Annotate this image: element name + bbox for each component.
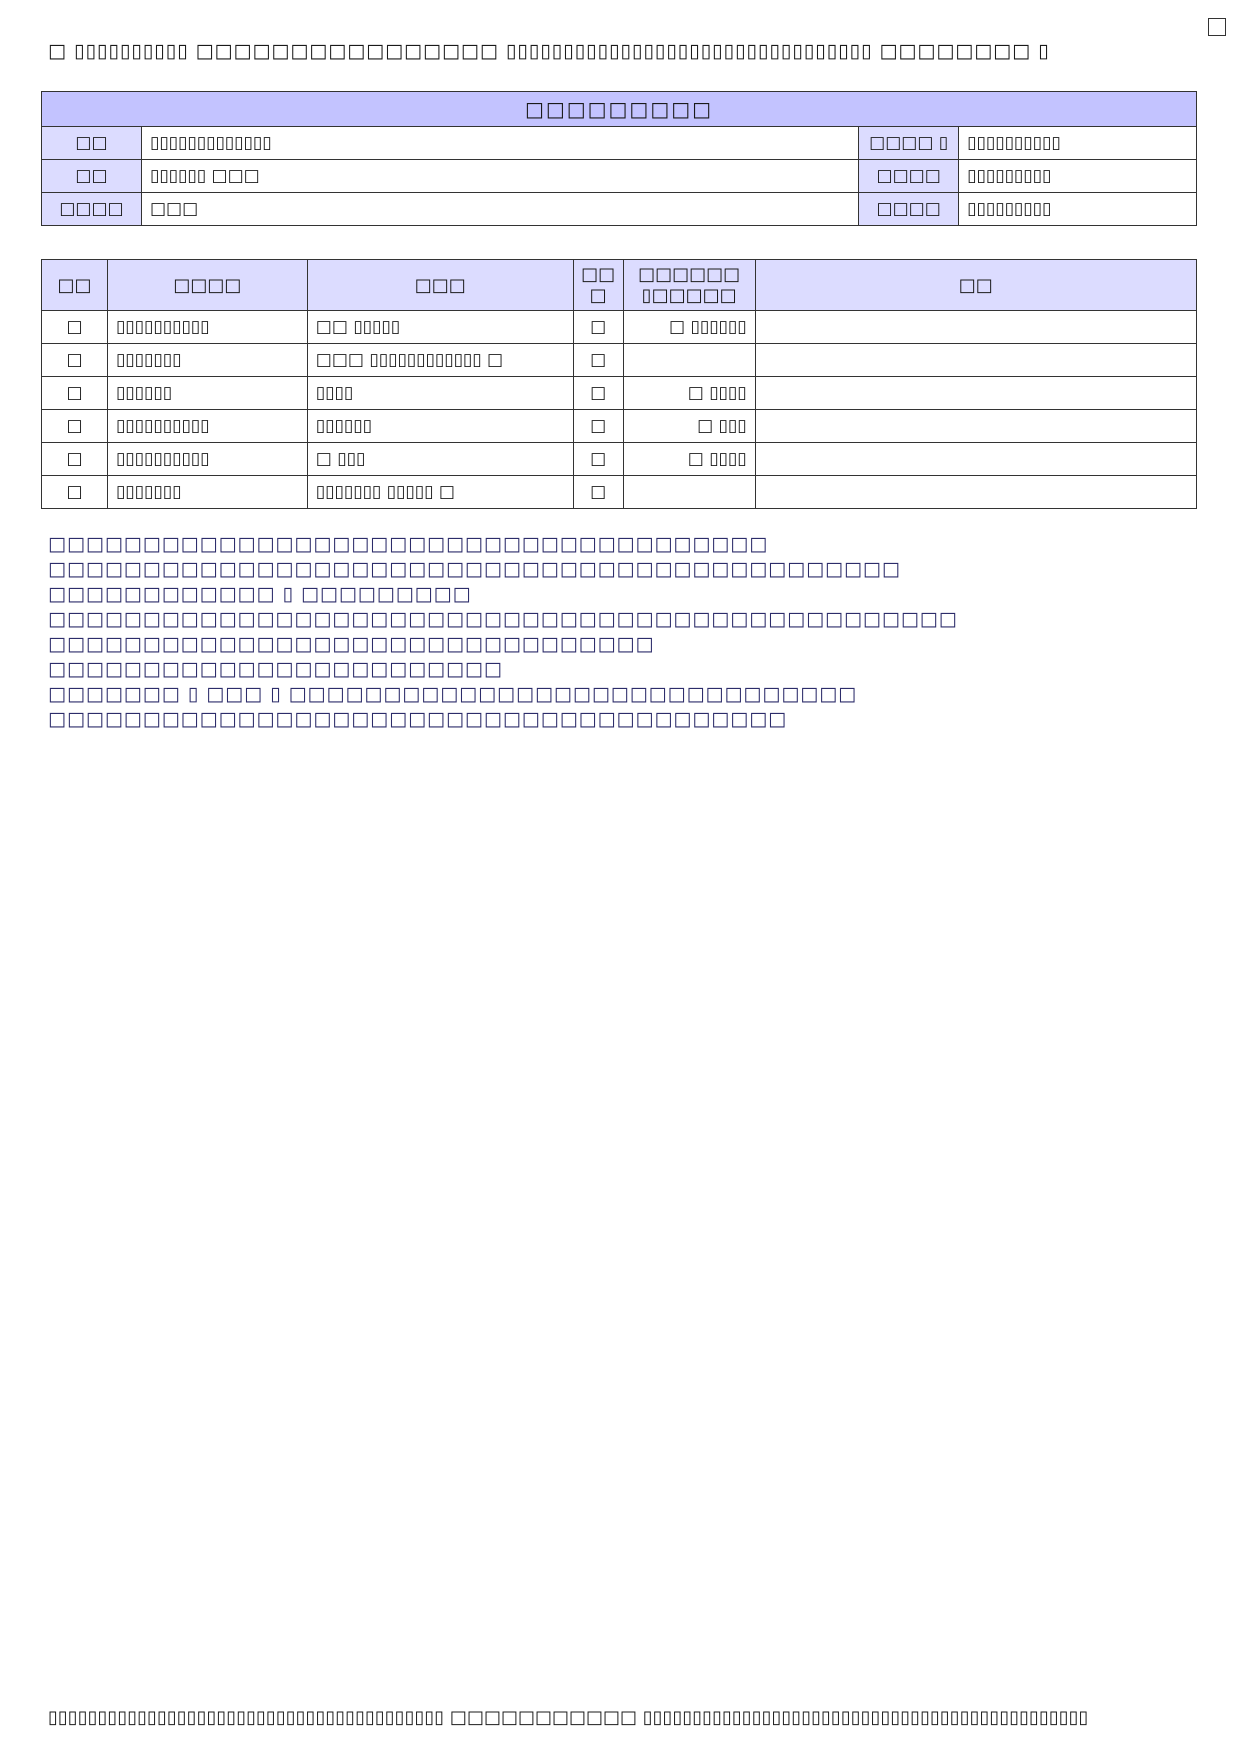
info-label: □□□□ ▯ bbox=[859, 127, 959, 160]
header-amount-line2: ▯□□□□□ bbox=[641, 285, 737, 306]
row-no: □ bbox=[42, 377, 108, 410]
info-row bbox=[42, 127, 1197, 160]
info-value: ▯▯▯▯▯▯▯▯▯ bbox=[959, 160, 1197, 193]
header-code: □□□□ bbox=[107, 260, 307, 311]
note-line: □□□□□□□□□□□□□□□□□□□□□□□□ bbox=[48, 658, 503, 680]
note-line: □□□□□□□□□□□□□□□□□□□□□□□□□□□□□□□□□□□□□□ bbox=[48, 533, 769, 555]
info-table bbox=[41, 91, 1197, 226]
note-line: □□□□□□□□□□□□ ▯ □□□□□□□□□ bbox=[48, 583, 472, 605]
row-code: ▯▯▯▯▯▯ bbox=[107, 377, 307, 410]
notes-block bbox=[48, 532, 1178, 732]
info-value: □□□ bbox=[141, 193, 858, 226]
table-row bbox=[42, 344, 1197, 377]
row-amount bbox=[623, 476, 755, 509]
info-table-title: □□□□□□□□□ bbox=[42, 92, 1197, 127]
info-row bbox=[42, 193, 1197, 226]
table-row bbox=[42, 410, 1197, 443]
row-no: □ bbox=[42, 443, 108, 476]
row-code: ▯▯▯▯▯▯▯▯▯▯ bbox=[107, 311, 307, 344]
header-no: □□ bbox=[42, 260, 108, 311]
row-amount: □ ▯▯▯▯▯▯ bbox=[623, 311, 755, 344]
document-header-line: □ ▯▯▯▯▯▯▯▯▯▯ □□□□□□□□□□□□□□□□ ▯▯▯▯▯▯▯▯▯▯▯▯▯▯▯▯▯▯▯▯▯▯▯▯▯▯▯▯▯▯▯▯ □□□□□□□□ ▯ bbox=[48, 40, 1050, 62]
table-row bbox=[42, 311, 1197, 344]
info-label: □□□□ bbox=[859, 160, 959, 193]
row-no: □ bbox=[42, 311, 108, 344]
note-line: □□□□□□□□□□□□□□□□□□□□□□□□□□□□□□□□ bbox=[48, 633, 655, 655]
row-name: ▯▯▯▯▯▯ bbox=[307, 410, 573, 443]
header-qty-line1: □□ bbox=[581, 264, 616, 285]
row-remarks bbox=[755, 476, 1196, 509]
items-table bbox=[41, 259, 1197, 509]
row-remarks bbox=[755, 443, 1196, 476]
row-qty: □ bbox=[573, 344, 623, 377]
row-amount bbox=[623, 344, 755, 377]
table-row bbox=[42, 443, 1197, 476]
info-value: ▯▯▯▯▯▯ □□□ bbox=[141, 160, 858, 193]
page-corner-checkbox bbox=[1208, 18, 1226, 36]
row-amount: □ ▯▯▯▯ bbox=[623, 377, 755, 410]
header-amount-line1: □□□□□□ bbox=[638, 264, 741, 285]
row-name: □ ▯▯▯ bbox=[307, 443, 573, 476]
note-line: □□□□□□□□□□□□□□□□□□□□□□□□□□□□□□□□□□□□□□□□□□□□□□□□ bbox=[48, 608, 958, 630]
row-no: □ bbox=[42, 410, 108, 443]
info-value: ▯▯▯▯▯▯▯▯▯▯▯▯▯ bbox=[141, 127, 858, 160]
info-label: □□ bbox=[42, 160, 142, 193]
row-qty: □ bbox=[573, 476, 623, 509]
row-code: ▯▯▯▯▯▯▯▯▯▯ bbox=[107, 410, 307, 443]
row-remarks bbox=[755, 410, 1196, 443]
info-row bbox=[42, 160, 1197, 193]
row-remarks bbox=[755, 344, 1196, 377]
header-qty bbox=[573, 260, 623, 311]
table-row bbox=[42, 476, 1197, 509]
table-row bbox=[42, 377, 1197, 410]
row-qty: □ bbox=[573, 311, 623, 344]
info-value: ▯▯▯▯▯▯▯▯▯ bbox=[959, 193, 1197, 226]
row-qty: □ bbox=[573, 410, 623, 443]
note-line: □□□□□□□□□□□□□□□□□□□□□□□□□□□□□□□□□□□□□□□ bbox=[48, 708, 788, 730]
row-no: □ bbox=[42, 476, 108, 509]
row-code: ▯▯▯▯▯▯▯ bbox=[107, 344, 307, 377]
note-line: □□□□□□□ ▯ □□□ ▯ □□□□□□□□□□□□□□□□□□□□□□□□□□□□□□ bbox=[48, 683, 858, 705]
header-name: □□□ bbox=[307, 260, 573, 311]
row-qty: □ bbox=[573, 377, 623, 410]
items-header-row bbox=[42, 260, 1197, 311]
row-name: ▯▯▯▯▯▯▯ ▯▯▯▯▯ □ bbox=[307, 476, 573, 509]
row-code: ▯▯▯▯▯▯▯▯▯▯ bbox=[107, 443, 307, 476]
row-amount: □ ▯▯▯▯ bbox=[623, 443, 755, 476]
row-no: □ bbox=[42, 344, 108, 377]
row-name: □□□ ▯▯▯▯▯▯▯▯▯▯▯▯ □ bbox=[307, 344, 573, 377]
info-label: □□ bbox=[42, 127, 142, 160]
header-amount bbox=[623, 260, 755, 311]
row-amount: □ ▯▯▯ bbox=[623, 410, 755, 443]
header-qty-line2: □ bbox=[589, 285, 607, 306]
header-remarks: □□ bbox=[755, 260, 1196, 311]
info-label: □□□□ bbox=[859, 193, 959, 226]
info-label: □□□□ bbox=[42, 193, 142, 226]
info-value: ▯▯▯▯▯▯▯▯▯▯ bbox=[959, 127, 1197, 160]
note-line: □□□□□□□□□□□□□□□□□□□□□□□□□□□□□□□□□□□□□□□□□□□□□ bbox=[48, 558, 901, 580]
row-qty: □ bbox=[573, 443, 623, 476]
row-remarks bbox=[755, 377, 1196, 410]
row-remarks bbox=[755, 311, 1196, 344]
row-code: ▯▯▯▯▯▯▯ bbox=[107, 476, 307, 509]
row-name: □□ ▯▯▯▯▯ bbox=[307, 311, 573, 344]
document-footer-line: ▯▯▯▯▯▯▯▯▯▯▯▯▯▯▯▯▯▯▯▯▯▯▯▯▯▯▯▯▯▯▯▯▯▯▯▯▯▯▯▯ □□□□□□□□□□□ ▯▯▯▯▯▯▯▯▯▯▯▯▯▯▯▯▯▯▯▯▯▯▯▯▯▯▯▯▯▯▯▯▯▯▯▯▯▯▯▯▯▯▯▯▯ bbox=[48, 1707, 1089, 1728]
row-name: ▯▯▯▯ bbox=[307, 377, 573, 410]
